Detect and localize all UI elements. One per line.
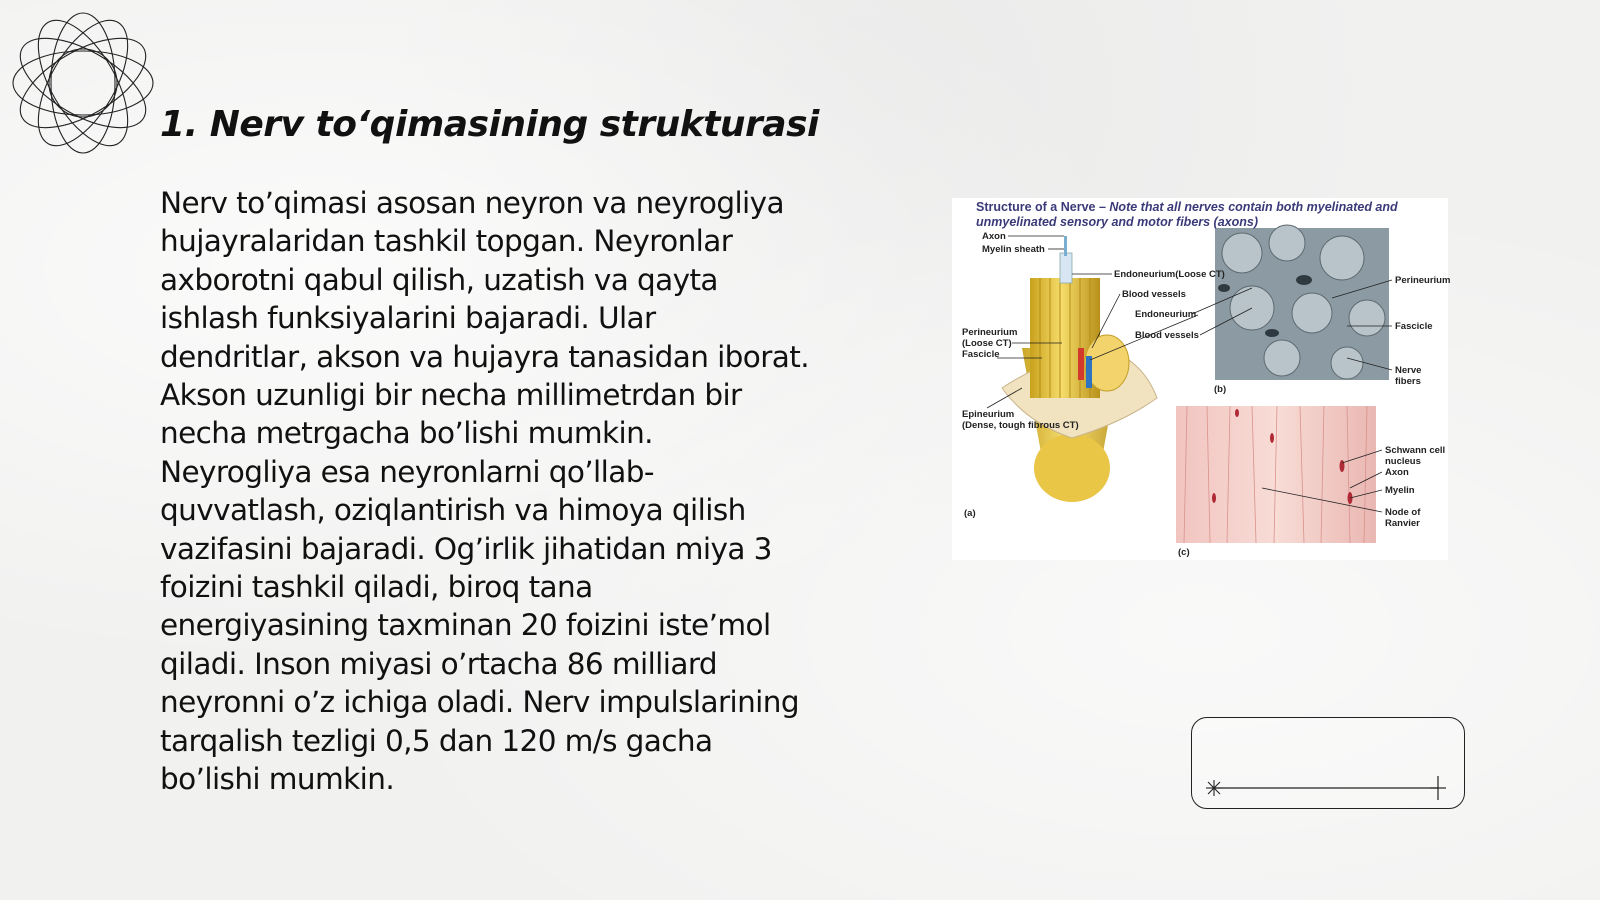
- label-perineurium-a2: (Loose CT): [962, 338, 1012, 349]
- decorative-box: [1191, 717, 1465, 809]
- ornament-circles-icon: [8, 8, 158, 158]
- body-line: vazifasini bajaradi. Og’irlik jihatidan miya 3: [160, 531, 772, 566]
- figure-note-line2: unmyelinated sensory and motor fibers (axons): [976, 215, 1259, 229]
- body-line: energiyasining taxminan 20 foizini iste’mol: [160, 608, 771, 643]
- label-myelin-c: Myelin: [1385, 485, 1415, 496]
- body-line: bo’lishi mumkin.: [160, 762, 395, 797]
- label-perineurium-a1: Perineurium: [962, 327, 1018, 338]
- figure-title-main: Structure of a Nerve –: [976, 200, 1106, 214]
- body-line: necha metrgacha bo’lishi mumkin.: [160, 416, 653, 451]
- body-line: axborotni qabul qilish, uzatish va qayta: [160, 262, 718, 297]
- body-line: quvvatlash, oziqlantirish va himoya qilish: [160, 493, 746, 528]
- label-axon: Axon: [982, 231, 1006, 242]
- label-axon-c: Axon: [1385, 467, 1409, 478]
- body-line: Nerv to’qimasi asosan neyron va neyrogliya: [160, 186, 784, 220]
- label-endoneurium-loose: Endoneurium(Loose CT): [1114, 269, 1225, 280]
- body-line: neyronni o’z ichiga oladi. Nerv impulslarining: [160, 685, 799, 720]
- label-epineurium-2: (Dense, tough fibrous CT): [962, 420, 1079, 431]
- label-node-ranvier-2: Ranvier: [1385, 518, 1420, 529]
- nerve-structure-figure: [952, 198, 1451, 560]
- body-paragraph: [160, 184, 850, 799]
- label-myelin-sheath: Myelin sheath: [982, 244, 1045, 255]
- figure-title: [976, 200, 1398, 230]
- label-nerve-fibers-1: Nerve: [1395, 365, 1422, 376]
- label-blood-vessels-2: Blood vessels: [1135, 330, 1199, 341]
- figure-note-line1: Note that all nerves contain both myelinated and: [1109, 200, 1398, 214]
- label-endoneurium: Endoneurium: [1135, 309, 1197, 320]
- label-perineurium-b: Perineurium: [1395, 275, 1451, 286]
- label-schwann-2: nucleus: [1385, 456, 1421, 467]
- label-blood-vessels-1: Blood vessels: [1122, 289, 1186, 300]
- body-line: dendritlar, akson va hujayra tanasidan iborat.: [160, 339, 809, 374]
- body-line: foizini tashkil qiladi, biroq tana: [160, 570, 593, 605]
- sparkle-line-icon: [1192, 718, 1464, 808]
- body-line: Akson uzunligi bir necha millimetrdan bir: [160, 378, 742, 413]
- slide-title: 1. Nerv to‘qimasining strukturasi: [160, 104, 819, 145]
- body-line: hujayralaridan tashkil topgan. Neyronlar: [160, 224, 733, 259]
- label-fascicle-b: Fascicle: [1395, 321, 1433, 332]
- body-line: ishlash funksiyalarini bajaradi. Ular: [160, 301, 656, 336]
- body-line: qiladi. Inson miyasi o’rtacha 86 milliard: [160, 646, 717, 681]
- label-node-ranvier-1: Node of: [1385, 507, 1421, 518]
- body-line: Neyrogliya esa neyronlarni qo’llab-: [160, 454, 654, 489]
- label-epineurium-1: Epineurium: [962, 409, 1015, 420]
- label-panel-a: (a): [964, 508, 976, 519]
- panel-c-longitudinal: [1176, 406, 1376, 543]
- label-schwann-1: Schwann cell: [1385, 445, 1446, 456]
- label-fascicle-a: Fascicle: [962, 349, 1000, 360]
- label-nerve-fibers-2: fibers: [1395, 376, 1421, 387]
- panel-b-micrograph: [1215, 225, 1389, 380]
- body-line: tarqalish tezligi 0,5 dan 120 m/s gacha: [160, 723, 713, 758]
- label-panel-c: (c): [1178, 547, 1190, 558]
- label-panel-b: (b): [1214, 384, 1227, 395]
